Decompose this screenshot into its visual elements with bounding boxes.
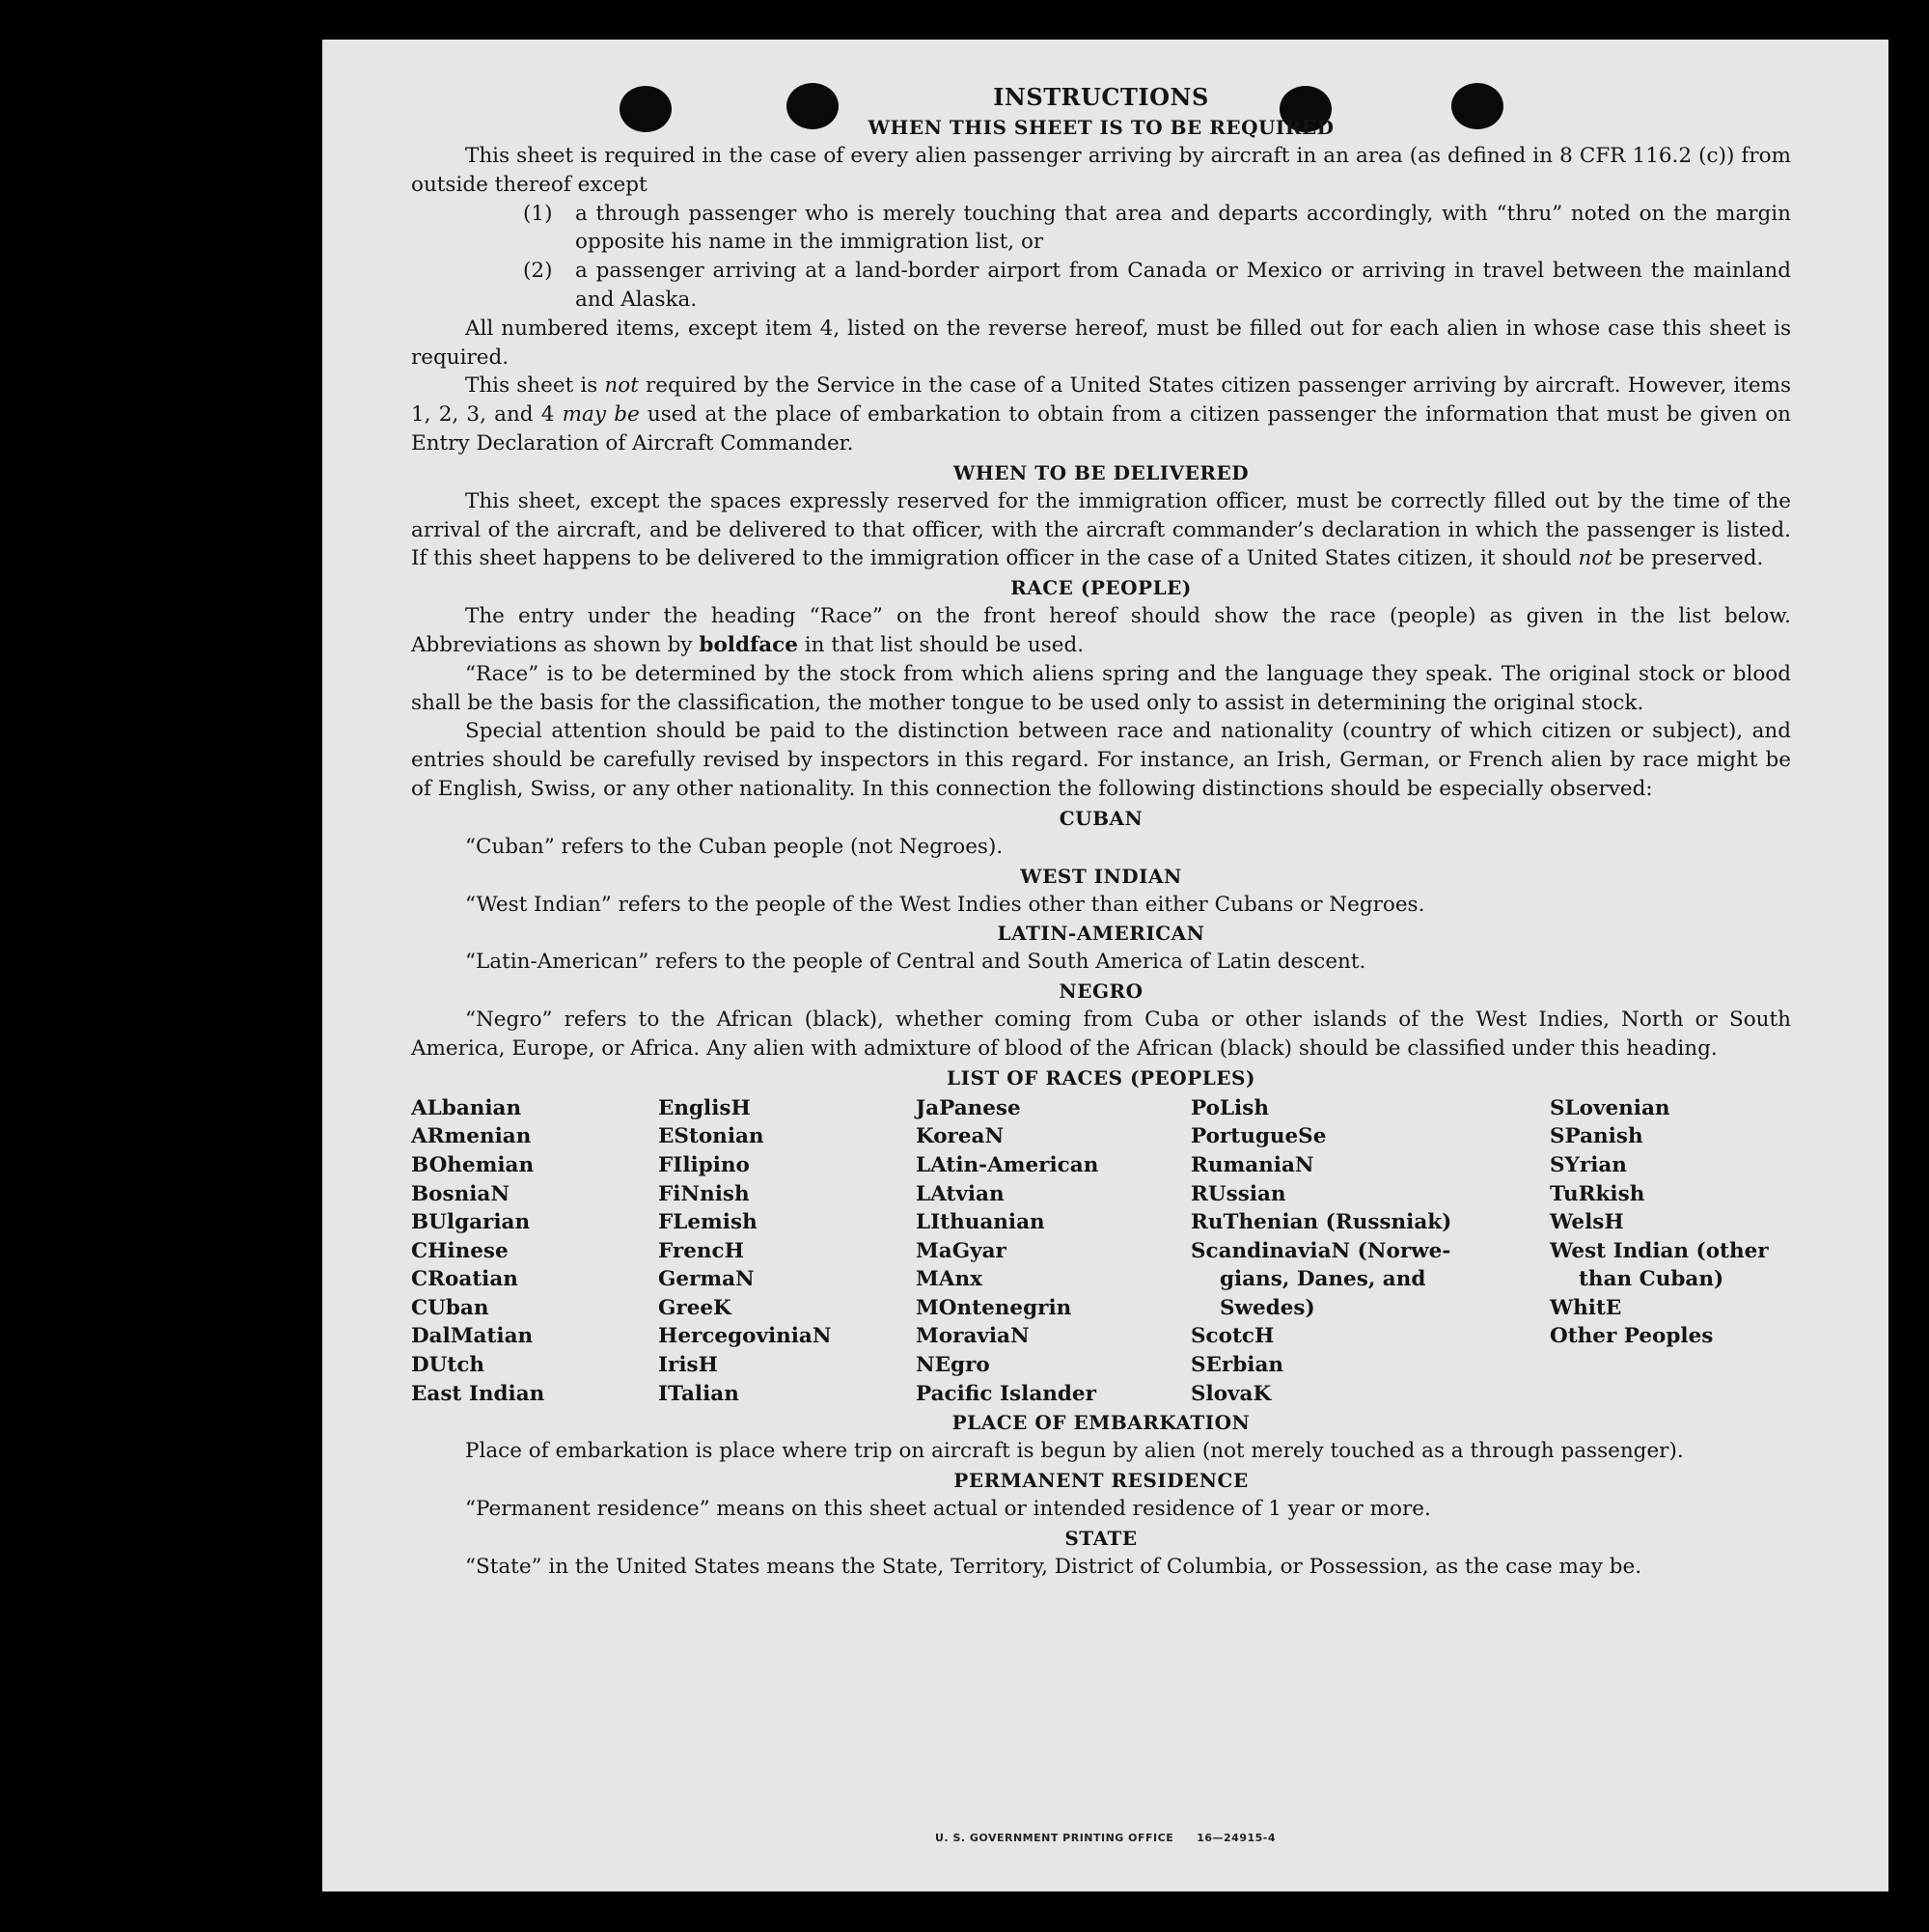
embarkation-text: Place of embarkation is place where trip on aircraft is begun by alien (not merely touched as a through passenger). bbox=[465, 1439, 1684, 1464]
latin-american-text: “Latin-American” refers to the people of Central and South America of Latin descent. bbox=[465, 950, 1366, 975]
race-item: CHinese bbox=[411, 1238, 509, 1263]
race-item: FrencH bbox=[658, 1238, 744, 1263]
race-item: BOhemian bbox=[411, 1152, 535, 1177]
race-item: ITalian bbox=[658, 1381, 739, 1406]
race-item: EStonian bbox=[658, 1124, 764, 1149]
instructions-content bbox=[411, 82, 1791, 1582]
state-text: “State” in the United States means the State, Territory, District of Columbia, or Possession, as the case may be. bbox=[465, 1554, 1642, 1579]
race-item: FLemish bbox=[658, 1210, 758, 1235]
heading-cuban: CUBAN bbox=[1059, 806, 1144, 830]
races-column-5 bbox=[1550, 1094, 1791, 1409]
negro-text: “Negro” refers to the African (black), whether coming from Cuba or other islands of the West Indies, North or South America, Europe, or Africa. Any alien with admixture of blood of the African (black) should be classified under this heading. bbox=[411, 1007, 1791, 1061]
race-item: DUtch bbox=[411, 1353, 485, 1378]
race-item: ScandinaviaN (Norwe- bbox=[1191, 1238, 1451, 1263]
race-item: Pacific Islander bbox=[916, 1381, 1096, 1406]
race-item: PortugueSe bbox=[1191, 1124, 1327, 1149]
race-item: MaGyar bbox=[916, 1238, 1006, 1263]
race-item: LAtvian bbox=[916, 1181, 1005, 1206]
race-item: PoLish bbox=[1191, 1095, 1269, 1120]
race-item: East Indian bbox=[411, 1381, 545, 1406]
race-item: TuRkish bbox=[1550, 1181, 1645, 1206]
race-item: FIlipino bbox=[658, 1152, 750, 1177]
races-column-3 bbox=[916, 1094, 1191, 1409]
heading-list-of-races: LIST OF RACES (PEOPLES) bbox=[947, 1065, 1255, 1090]
race-item: SPanish bbox=[1550, 1124, 1643, 1149]
race-item: SlovaK bbox=[1191, 1381, 1272, 1406]
race-item: IrisH bbox=[658, 1353, 718, 1378]
race-item: EnglisH bbox=[658, 1095, 751, 1120]
race-item: SYrian bbox=[1550, 1152, 1627, 1177]
race-item: HercegoviniaN bbox=[658, 1324, 832, 1349]
race-item: BUlgarian bbox=[411, 1210, 531, 1235]
race-item: MAnx bbox=[916, 1267, 982, 1292]
heading-state: STATE bbox=[1064, 1526, 1138, 1550]
race-item: GreeK bbox=[658, 1295, 731, 1320]
race-item: DalMatian bbox=[411, 1324, 534, 1349]
printer-name: U. S. GOVERNMENT PRINTING OFFICE bbox=[935, 1832, 1174, 1844]
race-item: JaPanese bbox=[916, 1095, 1021, 1120]
race-item-continued: Swedes) bbox=[1220, 1295, 1315, 1320]
printer-footer bbox=[935, 1832, 1276, 1844]
heading-when-delivered: WHEN TO BE DELIVERED bbox=[952, 460, 1250, 484]
race-item: West Indian (other bbox=[1550, 1238, 1769, 1263]
race-item: NEgro bbox=[916, 1353, 990, 1378]
required-paragraph: This sheet is required in the case of every alien passenger arriving by aircraft in an area (as defined in 8 CFR 116.2 (c)) from outside thereof except bbox=[411, 144, 1791, 197]
exception-item-1: (1) a through passenger who is merely touching that area and departs accordingly, with “thru” noted on the margin opposite his name in the immigration list, or bbox=[523, 201, 1791, 255]
west-indian-text: “West Indian” refers to the people of the West Indies other than either Cubans or Negroes. bbox=[465, 892, 1425, 917]
race-item: MOntenegrin bbox=[916, 1295, 1072, 1320]
race-item: WhitE bbox=[1550, 1295, 1622, 1320]
heading-race: RACE (PEOPLE) bbox=[1010, 576, 1192, 600]
residence-text: “Permanent residence” means on this sheet actual or intended residence of 1 year or more. bbox=[465, 1497, 1431, 1522]
race-item: CUban bbox=[411, 1295, 489, 1320]
race-item: RuThenian (Russniak) bbox=[1191, 1210, 1452, 1235]
race-item: SLovenian bbox=[1550, 1095, 1670, 1120]
heading-latin-american: LATIN-AMERICAN bbox=[997, 922, 1205, 946]
race-item: LIthuanian bbox=[916, 1210, 1045, 1235]
delivered-paragraph: This sheet, except the spaces expressly reserved for the immigration officer, must be correctly filled out by the time of the arrival of the aircraft, and be delivered to that officer, with the aircraft commander’s declaration in which the passenger is listed. If this sheet happens to be delivered to the immigration officer in the case of a United States citizen, it should not be preserved. bbox=[411, 488, 1791, 571]
race-item: LAtin-American bbox=[916, 1152, 1099, 1177]
exception-item-2: (2) a passenger arriving at a land-border airport from Canada or Mexico or arriving in travel between the mainland and Alaska. bbox=[523, 259, 1791, 312]
race-item: CRoatian bbox=[411, 1267, 518, 1292]
race-paragraph-1: The entry under the heading “Race” on the front hereof should show the race (people) as given in the list below. Abbreviations as shown by boldface in that list should be used. bbox=[411, 604, 1791, 657]
races-column-2 bbox=[658, 1094, 916, 1409]
race-item: ARmenian bbox=[411, 1124, 532, 1149]
instructions-title: INSTRUCTIONS bbox=[993, 83, 1209, 111]
race-item: MoraviaN bbox=[916, 1324, 1030, 1349]
races-column-4 bbox=[1191, 1094, 1550, 1409]
heading-when-required: WHEN THIS SHEET IS TO BE REQUIRED bbox=[868, 116, 1335, 139]
race-item: Other Peoples bbox=[1550, 1324, 1714, 1349]
race-paragraph-2: “Race” is to be determined by the stock from which aliens spring and the language they speak. The original stock or blood shall be the basis for the classification, the mother tongue to be used only to assist in determining the original stock. bbox=[411, 661, 1791, 715]
numbered-items-paragraph: All numbered items, except item 4, listed on the reverse hereof, must be filled out for each alien in whose case this sheet is required. bbox=[411, 316, 1791, 370]
race-item-continued: than Cuban) bbox=[1579, 1267, 1724, 1292]
race-item: KoreaN bbox=[916, 1124, 1005, 1149]
race-item: SErbian bbox=[1191, 1353, 1284, 1378]
heading-permanent-residence: PERMANENT RESIDENCE bbox=[953, 1469, 1249, 1493]
citizen-paragraph: This sheet is not required by the Service in the case of a United States citizen passenger arriving by aircraft. However, items 1, 2, 3, and 4 may be used at the place of embarkation to obtain from a citizen passenger the information that must be given on Entry Declaration of Aircraft Commander. bbox=[411, 373, 1791, 455]
race-item-continued: gians, Danes, and bbox=[1220, 1267, 1426, 1292]
race-item: ScotcH bbox=[1191, 1324, 1275, 1349]
heading-negro: NEGRO bbox=[1059, 980, 1144, 1004]
race-item: ALbanian bbox=[411, 1095, 522, 1120]
race-item: BosniaN bbox=[411, 1181, 510, 1206]
form-code: 16—24915-4 bbox=[1197, 1832, 1277, 1844]
heading-west-indian: WEST INDIAN bbox=[1020, 864, 1182, 888]
races-column-1 bbox=[411, 1094, 658, 1409]
race-item: FiNnish bbox=[658, 1181, 750, 1206]
race-item: WelsH bbox=[1550, 1210, 1624, 1235]
race-item: RUssian bbox=[1191, 1181, 1286, 1206]
races-list bbox=[411, 1094, 1791, 1409]
race-item: RumaniaN bbox=[1191, 1152, 1314, 1177]
race-item: GermaN bbox=[658, 1267, 755, 1292]
instruction-sheet bbox=[322, 40, 1888, 1891]
heading-place-of-embarkation: PLACE OF EMBARKATION bbox=[951, 1411, 1251, 1435]
cuban-text: “Cuban” refers to the Cuban people (not Negroes). bbox=[465, 834, 1004, 859]
race-paragraph-3: Special attention should be paid to the distinction between race and nationality (country of which citizen or subject), and entries should be carefully revised by inspectors in this regard. For instance, an Irish, German, or French alien by race might be of English, Swiss, or any other nationality. In this connection the following distinctions should be especially observed: bbox=[411, 719, 1791, 801]
